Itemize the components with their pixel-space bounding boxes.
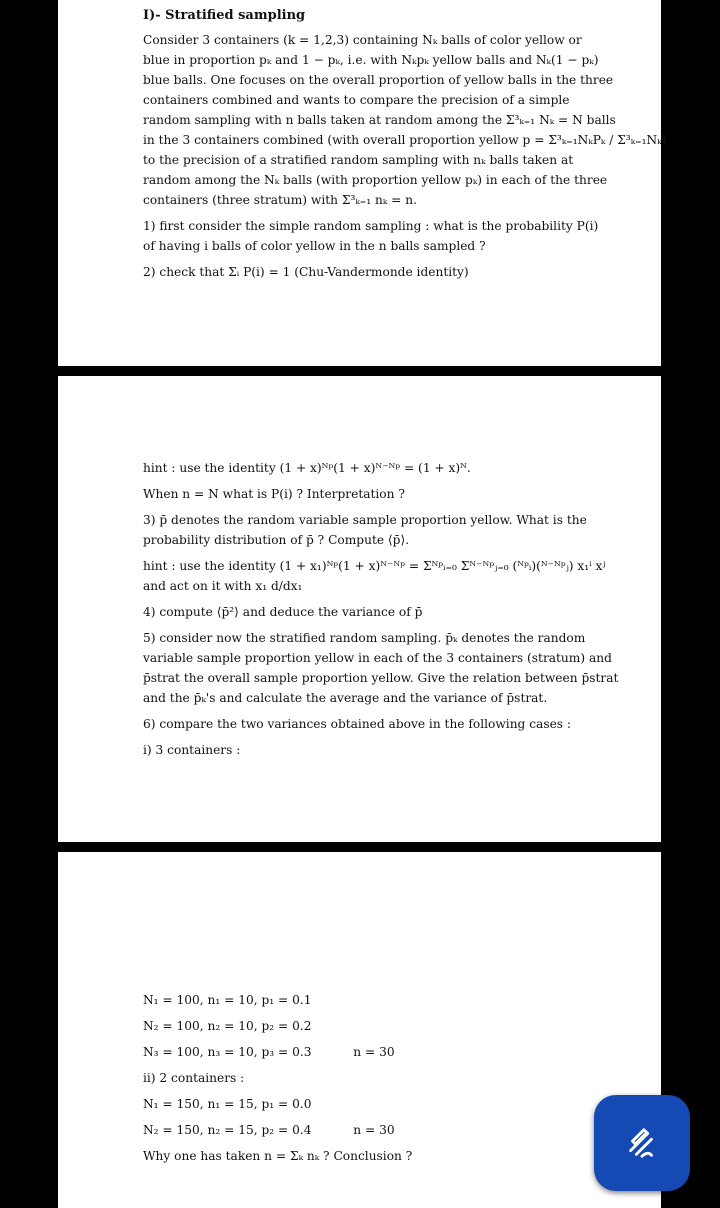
section-heading: I)- Stratified sampling — [143, 8, 306, 23]
intro-line-7: to the precision of a stratified random sampling with nₖ balls taken at — [143, 153, 574, 167]
case-ii-row-1: N₁ = 150, n₁ = 15, p₁ = 0.0 — [143, 1097, 312, 1111]
case-i-label: i) 3 containers : — [143, 743, 241, 757]
intro-line-9: containers (three stratum) with Σ³ₖ₌₁ nₖ = n. — [143, 193, 417, 207]
document-page-3 — [58, 852, 661, 1208]
question-5-line-4: and the p̄ₖ's and calculate the average and the variance of p̄strat. — [143, 691, 548, 705]
intro-line-8: random among the Nₖ balls (with proportion yellow pₖ) in each of the three — [143, 173, 608, 187]
case-ii-row-2-values: N₂ = 150, n₂ = 15, p₂ = 0.4 — [143, 1123, 312, 1137]
intro-line-2: blue in proportion pₖ and 1 − pₖ, i.e. with Nₖpₖ yellow balls and Nₖ(1 − pₖ) — [143, 53, 599, 67]
case-i-row-2: N₂ = 100, n₂ = 10, p₂ = 0.2 — [143, 1019, 312, 1033]
pen-scribble-icon — [623, 1124, 661, 1162]
case-i-row-1: N₁ = 100, n₁ = 10, p₁ = 0.1 — [143, 993, 312, 1007]
hint-2: hint : use the identity (1 + x₁)ᴺᵖ(1 + x)ᴺ⁻ᴺᵖ = Σᴺᵖᵢ₌₀ Σᴺ⁻ᴺᵖⱼ₌₀ (ᴺᵖᵢ)(ᴺ⁻ᴺᵖⱼ) x₁ⁱ xʲ — [143, 559, 606, 573]
hint-1: hint : use the identity (1 + x)ᴺᵖ(1 + x)ᴺ⁻ᴺᵖ = (1 + x)ᴺ. — [143, 461, 471, 475]
document-page-2 — [58, 376, 661, 842]
page2-text — [143, 458, 619, 760]
question-5-line-2: variable sample proportion yellow in each of the 3 containers (stratum) and — [143, 651, 612, 665]
case-i-row-3-values: N₃ = 100, n₃ = 10, p₃ = 0.3 — [143, 1045, 312, 1059]
when-question: When n = N what is P(i) ? Interpretation ? — [143, 487, 405, 501]
question-1-line-2: of having i balls of color yellow in the n balls sampled ? — [143, 239, 486, 253]
question-3-line-2: probability distribution of p̄ ? Compute ⟨p̄⟩. — [143, 533, 410, 547]
intro-line-5: random sampling with n balls taken at random among the Σ³ₖ₌₁ Nₖ = N balls — [143, 113, 616, 127]
annotate-button[interactable] — [594, 1095, 690, 1191]
case-ii-sample-size: n = 30 — [353, 1123, 395, 1137]
page3-text — [143, 990, 583, 1166]
why-question: Why one has taken n = Σₖ nₖ ? Conclusion ? — [143, 1149, 413, 1163]
case-i-sample-size: n = 30 — [353, 1045, 395, 1059]
act-on-line: and act on it with x₁ d/dx₁ — [143, 579, 303, 593]
case-ii-label: ii) 2 containers : — [143, 1071, 245, 1085]
intro-line-3: blue balls. One focuses on the overall proportion of yellow balls in the three — [143, 73, 614, 87]
case-i-row-3 — [143, 1042, 583, 1062]
intro-line-1: Consider 3 containers (k = 1,2,3) containing Nₖ balls of color yellow or — [143, 33, 582, 47]
document-page-1 — [58, 0, 667, 366]
page1-text — [143, 6, 667, 282]
question-1-line-1: 1) first consider the simple random sampling : what is the probability P(i) — [143, 219, 599, 233]
question-2: 2) check that Σᵢ P(i) = 1 (Chu-Vandermonde identity) — [143, 265, 469, 279]
case-ii-row-2 — [143, 1120, 583, 1140]
intro-line-4: containers combined and wants to compare the precision of a simple — [143, 93, 570, 107]
question-5-line-3: p̄strat the overall sample proportion yellow. Give the relation between p̄strat — [143, 671, 619, 685]
question-5-line-1: 5) consider now the stratified random sampling. p̄ₖ denotes the random — [143, 631, 586, 645]
question-6: 6) compare the two variances obtained above in the following cases : — [143, 717, 572, 731]
question-4: 4) compute ⟨p̄²⟩ and deduce the variance of p̄ — [143, 605, 423, 619]
question-3-line-1: 3) p̄ denotes the random variable sample proportion yellow. What is the — [143, 513, 587, 527]
intro-line-6: in the 3 containers combined (with overall proportion yellow p = Σ³ₖ₌₁NₖPₖ / Σ³ₖ₌₁Nₖ) — [143, 133, 667, 147]
